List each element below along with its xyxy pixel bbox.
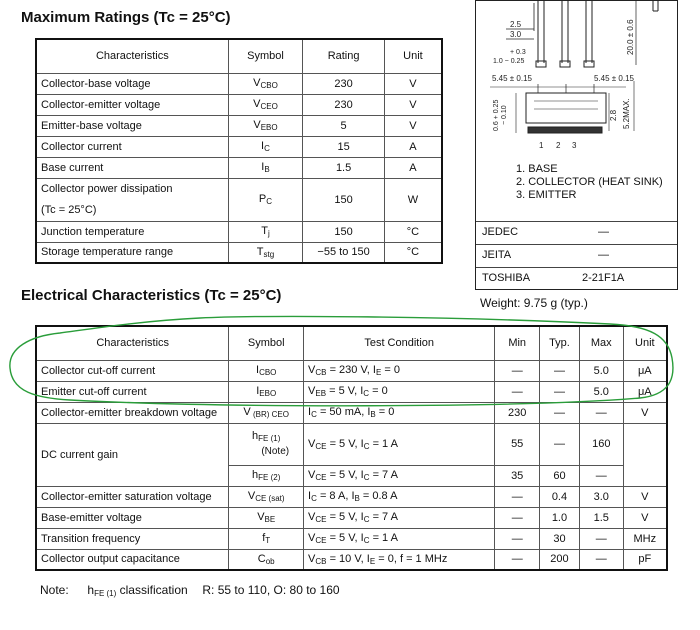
footnote-symbol: $h_{FE (1)}$ bbox=[87, 583, 117, 598]
rating-cell: 230 bbox=[303, 73, 385, 94]
header-unit: Unit bbox=[384, 39, 442, 73]
table-row bbox=[36, 115, 442, 136]
symbol-cell: $V_{CEO}$ bbox=[228, 94, 303, 115]
condition-cell: IC = 8 A, IB = 0.8 A bbox=[304, 486, 495, 507]
unit-cell: V bbox=[384, 94, 442, 115]
min-cell: — bbox=[495, 507, 540, 528]
header-test-condition: Test Condition bbox=[304, 326, 495, 360]
max-cell: 5.0 bbox=[579, 381, 623, 402]
char-cell: Base current bbox=[36, 157, 228, 178]
unit-cell: °C bbox=[384, 242, 442, 263]
typ-cell: 60 bbox=[540, 465, 580, 486]
dim-label: − 0.10 bbox=[501, 105, 508, 125]
condition-cell: VCE = 5 V, IC = 7 A bbox=[304, 465, 495, 486]
rating-cell: −55 to 150 bbox=[303, 242, 385, 263]
header-typ: Typ. bbox=[540, 326, 580, 360]
typ-cell: 200 bbox=[540, 549, 580, 570]
dim-label: 1.0 − 0.25 bbox=[493, 58, 525, 65]
symbol-cell: $I_C$ bbox=[228, 136, 303, 157]
footnote bbox=[40, 583, 340, 598]
unit-cell bbox=[623, 423, 667, 486]
dim-label: 5.45 ± 0.15 bbox=[492, 74, 532, 83]
electrical-table bbox=[35, 325, 668, 571]
table-row bbox=[36, 178, 442, 221]
table-row bbox=[36, 486, 667, 507]
typ-cell: — bbox=[540, 360, 580, 381]
unit-cell: V bbox=[623, 402, 667, 423]
unit-cell: W bbox=[384, 178, 442, 221]
max-cell: 3.0 bbox=[579, 486, 623, 507]
header-max: Max bbox=[579, 326, 623, 360]
note-marker: (Note) bbox=[261, 446, 290, 457]
typ-cell: — bbox=[540, 402, 580, 423]
symbol-cell: $h_{FE (1)}$ (Note) bbox=[229, 423, 304, 465]
pin-legend-item: 1. BASE bbox=[516, 163, 558, 175]
footnote-values: R: 55 to 110, O: 80 to 160 bbox=[202, 583, 340, 597]
condition-cell: VEB = 5 V, IC = 0 bbox=[304, 381, 495, 402]
table-row bbox=[36, 136, 442, 157]
header-symbol: Symbol bbox=[228, 39, 303, 73]
symbol-cell: $P_C$ bbox=[228, 178, 303, 221]
char-cell: Collector-emitter voltage bbox=[36, 94, 228, 115]
max-cell: 5.0 bbox=[579, 360, 623, 381]
footnote-text: classification bbox=[119, 583, 188, 597]
char-cell: Transition frequency bbox=[36, 528, 229, 549]
pin-number: 2 bbox=[556, 141, 561, 150]
max-ratings-title: Maximum Ratings (Tc = 25°C) bbox=[21, 9, 231, 26]
unit-cell: A bbox=[384, 157, 442, 178]
char-cell: Collector current bbox=[36, 136, 228, 157]
dim-label: 0.6 + 0.25 bbox=[493, 99, 500, 131]
dim-label: 2.5 bbox=[510, 20, 522, 29]
dim-label: 3.0 bbox=[510, 30, 522, 39]
typ-cell: 0.4 bbox=[540, 486, 580, 507]
min-cell: — bbox=[495, 381, 540, 402]
char-cell: DC current gain bbox=[36, 423, 229, 486]
typ-cell: — bbox=[540, 423, 580, 465]
symbol-cell: $I_{CBO}$ bbox=[229, 360, 304, 381]
min-cell: 230 bbox=[495, 402, 540, 423]
rating-cell: 1.5 bbox=[303, 157, 385, 178]
max-cell: 1.5 bbox=[579, 507, 623, 528]
pin-number: 1 bbox=[539, 141, 544, 150]
header-min: Min bbox=[495, 326, 540, 360]
rating-cell: 150 bbox=[303, 221, 385, 242]
pin-legend-item: 3. EMITTER bbox=[516, 189, 577, 201]
char-cell: Collector power dissipation (Tc = 25°C) bbox=[36, 178, 228, 221]
unit-cell: °C bbox=[384, 221, 442, 242]
max-cell: — bbox=[579, 549, 623, 570]
rating-cell: 230 bbox=[303, 94, 385, 115]
unit-cell: V bbox=[384, 73, 442, 94]
dim-label: 2.8 bbox=[609, 109, 618, 121]
unit-cell: pF bbox=[623, 549, 667, 570]
unit-cell: V bbox=[384, 115, 442, 136]
condition-cell: VCE = 5 V, IC = 7 A bbox=[304, 507, 495, 528]
package-outline-box bbox=[475, 0, 678, 290]
symbol-cell: $V_{CBO}$ bbox=[228, 73, 303, 94]
symbol-cell: $V_{CE (sat)}$ bbox=[229, 486, 304, 507]
char-cell: Collector-base voltage bbox=[36, 73, 228, 94]
min-cell: — bbox=[495, 549, 540, 570]
symbol-cell: V $_{(BR) CEO}$ bbox=[229, 402, 304, 423]
condition-cell: VCB = 230 V, IE = 0 bbox=[304, 360, 495, 381]
condition-cell: VCB = 10 V, IE = 0, f = 1 MHz bbox=[304, 549, 495, 570]
table-row bbox=[36, 157, 442, 178]
rating-cell: 5 bbox=[303, 115, 385, 136]
standard-row-toshiba: TOSHIBA 2-21F1A bbox=[476, 267, 677, 290]
table-row bbox=[36, 528, 667, 549]
header-rating: Rating bbox=[303, 39, 385, 73]
pin-legend bbox=[516, 163, 663, 202]
char-cell: Emitter-base voltage bbox=[36, 115, 228, 136]
symbol-cell: $f_T$ bbox=[229, 528, 304, 549]
pin-number: 3 bbox=[572, 141, 577, 150]
unit-cell: V bbox=[623, 486, 667, 507]
condition-cell: VCE = 5 V, IC = 1 A bbox=[304, 423, 495, 465]
min-cell: — bbox=[495, 528, 540, 549]
table-row bbox=[36, 423, 667, 465]
table-row bbox=[36, 360, 667, 381]
char-cell: Storage temperature range bbox=[36, 242, 228, 263]
dim-label: 20.0 ± 0.6 bbox=[626, 19, 635, 55]
max-cell: — bbox=[579, 528, 623, 549]
char-cell: Collector cut-off current bbox=[36, 360, 229, 381]
header-characteristics: Characteristics bbox=[36, 326, 229, 360]
table-row bbox=[36, 381, 667, 402]
max-ratings-header-row bbox=[36, 39, 442, 73]
footnote-label: Note: bbox=[40, 583, 69, 597]
package-weight: Weight: 9.75 g (typ.) bbox=[480, 296, 588, 310]
min-cell: — bbox=[495, 486, 540, 507]
char-cell: Junction temperature bbox=[36, 221, 228, 242]
char-cell: Emitter cut-off current bbox=[36, 381, 229, 402]
condition-cell: VCE = 5 V, IC = 1 A bbox=[304, 528, 495, 549]
table-row bbox=[36, 549, 667, 570]
condition-cell: IC = 50 mA, IB = 0 bbox=[304, 402, 495, 423]
unit-cell: MHz bbox=[623, 528, 667, 549]
pin-legend-item: 2. COLLECTOR (HEAT SINK) bbox=[516, 176, 663, 188]
max-ratings-table bbox=[35, 38, 443, 264]
unit-cell: μA bbox=[623, 381, 667, 402]
standard-row-jeita: JEITA — bbox=[476, 244, 677, 267]
table-row bbox=[36, 73, 442, 94]
typ-cell: 1.0 bbox=[540, 507, 580, 528]
max-cell: — bbox=[579, 402, 623, 423]
electrical-title: Electrical Characteristics (Tc = 25°C) bbox=[21, 287, 282, 304]
char-cell: Base-emitter voltage bbox=[36, 507, 229, 528]
symbol-cell: $I_B$ bbox=[228, 157, 303, 178]
dim-label: 5.2MAX. bbox=[622, 98, 631, 129]
symbol-cell: $T_j$ bbox=[228, 221, 303, 242]
dim-label: + 0.3 bbox=[510, 49, 526, 56]
typ-cell: 30 bbox=[540, 528, 580, 549]
table-row bbox=[36, 221, 442, 242]
symbol-cell: $C_{ob}$ bbox=[229, 549, 304, 570]
header-symbol: Symbol bbox=[229, 326, 304, 360]
symbol-cell: $T_{stg}$ bbox=[228, 242, 303, 263]
header-unit: Unit bbox=[623, 326, 667, 360]
min-cell: — bbox=[495, 360, 540, 381]
max-cell: 160 bbox=[579, 423, 623, 465]
symbol-cell: $h_{FE (2)}$ bbox=[229, 465, 304, 486]
rating-cell: 15 bbox=[303, 136, 385, 157]
table-row bbox=[36, 507, 667, 528]
max-cell: — bbox=[579, 465, 623, 486]
char-cell: Collector-emitter saturation voltage bbox=[36, 486, 229, 507]
min-cell: 35 bbox=[495, 465, 540, 486]
rating-cell: 150 bbox=[303, 178, 385, 221]
symbol-cell: $V_{EBO}$ bbox=[228, 115, 303, 136]
table-row bbox=[36, 94, 442, 115]
min-cell: 55 bbox=[495, 423, 540, 465]
table-row bbox=[36, 242, 442, 263]
dim-label: 5.45 ± 0.15 bbox=[594, 74, 634, 83]
unit-cell: V bbox=[623, 507, 667, 528]
symbol-cell: $I_{EBO}$ bbox=[229, 381, 304, 402]
symbol-cell: $V_{BE}$ bbox=[229, 507, 304, 528]
standard-row-jedec: JEDEC — bbox=[476, 221, 677, 244]
unit-cell: μA bbox=[623, 360, 667, 381]
electrical-header-row bbox=[36, 326, 667, 360]
unit-cell: A bbox=[384, 136, 442, 157]
typ-cell: — bbox=[540, 381, 580, 402]
char-cell: Collector-emitter breakdown voltage bbox=[36, 402, 229, 423]
table-row bbox=[36, 402, 667, 423]
header-characteristics: Characteristics bbox=[36, 39, 228, 73]
char-cell: Collector output capacitance bbox=[36, 549, 229, 570]
